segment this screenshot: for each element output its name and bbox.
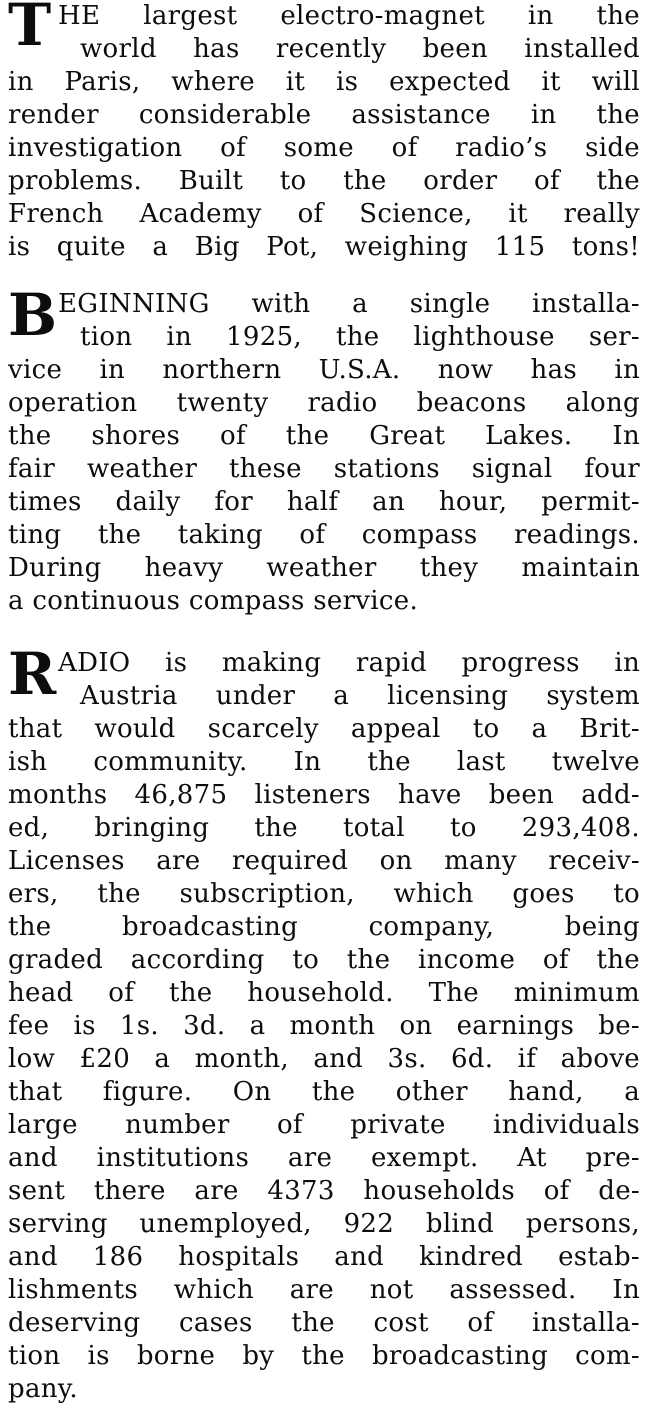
drop-cap: T bbox=[8, 0, 52, 59]
text-line: large number of private individuals bbox=[8, 1110, 640, 1140]
text-line: French Academy of Science, it really bbox=[8, 199, 640, 229]
drop-cap: R bbox=[8, 640, 57, 708]
text-line: a continuous compass service. bbox=[8, 586, 419, 616]
paragraph-radio-beacons bbox=[8, 281, 640, 618]
text-line: the broadcasting company, being bbox=[8, 912, 640, 942]
text-line: lishments which are not assessed. In bbox=[8, 1275, 640, 1305]
text-line: ed, bringing the total to 293,408. bbox=[8, 813, 640, 843]
text-line: is quite a Big Pot, weighing 115 tons! bbox=[8, 232, 640, 262]
text-line: world has recently been installed bbox=[80, 34, 640, 64]
text-line: HE largest electro-magnet in the bbox=[58, 1, 640, 31]
text-line: ting the taking of compass readings. bbox=[8, 520, 640, 550]
text-line: EGINNING with a single installa- bbox=[58, 289, 640, 319]
text-line: sent there are 4373 households of de- bbox=[8, 1176, 640, 1206]
text-line: serving unemployed, 922 blind persons, bbox=[8, 1209, 640, 1239]
text-line: fee is 1s. 3d. a month on earnings be- bbox=[8, 1011, 640, 1041]
text-line: ADIO is making rapid progress in bbox=[58, 648, 640, 678]
text-line: and 186 hospitals and kindred estab- bbox=[8, 1242, 640, 1272]
text-line: head of the household. The minimum bbox=[8, 978, 640, 1008]
drop-cap: B bbox=[8, 281, 58, 349]
paragraph-austria-radio bbox=[8, 640, 640, 1406]
text-line: Austria under a licensing system bbox=[80, 681, 640, 711]
text-line: that figure. On the other hand, a bbox=[8, 1077, 640, 1107]
text-line: ers, the subscription, which goes to bbox=[8, 879, 640, 909]
text-line: ish community. In the last twelve bbox=[8, 747, 640, 777]
text-line: investigation of some of radio’s side bbox=[8, 133, 640, 163]
text-line: low £20 a month, and 3s. 6d. if above bbox=[8, 1044, 640, 1074]
text-line: Licenses are required on many receiv- bbox=[8, 846, 640, 876]
text-line: vice in northern U.S.A. now has in bbox=[8, 355, 640, 385]
text-line: months 46,875 listeners have been add- bbox=[8, 780, 640, 810]
text-line: tion in 1925, the lighthouse ser- bbox=[80, 322, 640, 352]
text-line: the shores of the Great Lakes. In bbox=[8, 421, 640, 451]
text-line: operation twenty radio beacons along bbox=[8, 388, 640, 418]
text-line: fair weather these stations signal four bbox=[8, 454, 640, 484]
text-line: render considerable assistance in the bbox=[8, 100, 640, 130]
text-line: graded according to the income of the bbox=[8, 945, 640, 975]
paragraph-electro-magnet bbox=[8, 0, 640, 264]
text-line: deserving cases the cost of installa- bbox=[8, 1308, 640, 1338]
text-line: During heavy weather they maintain bbox=[8, 553, 640, 583]
text-line: tion is borne by the broadcasting com- bbox=[8, 1341, 640, 1371]
text-line: problems. Built to the order of the bbox=[8, 166, 640, 196]
text-line: and institutions are exempt. At pre- bbox=[8, 1143, 640, 1173]
text-line: times daily for half an hour, permit- bbox=[8, 487, 640, 517]
text-line: in Paris, where it is expected it will bbox=[8, 67, 640, 97]
text-line: pany. bbox=[8, 1374, 78, 1404]
text-line: that would scarcely appeal to a Brit- bbox=[8, 714, 640, 744]
